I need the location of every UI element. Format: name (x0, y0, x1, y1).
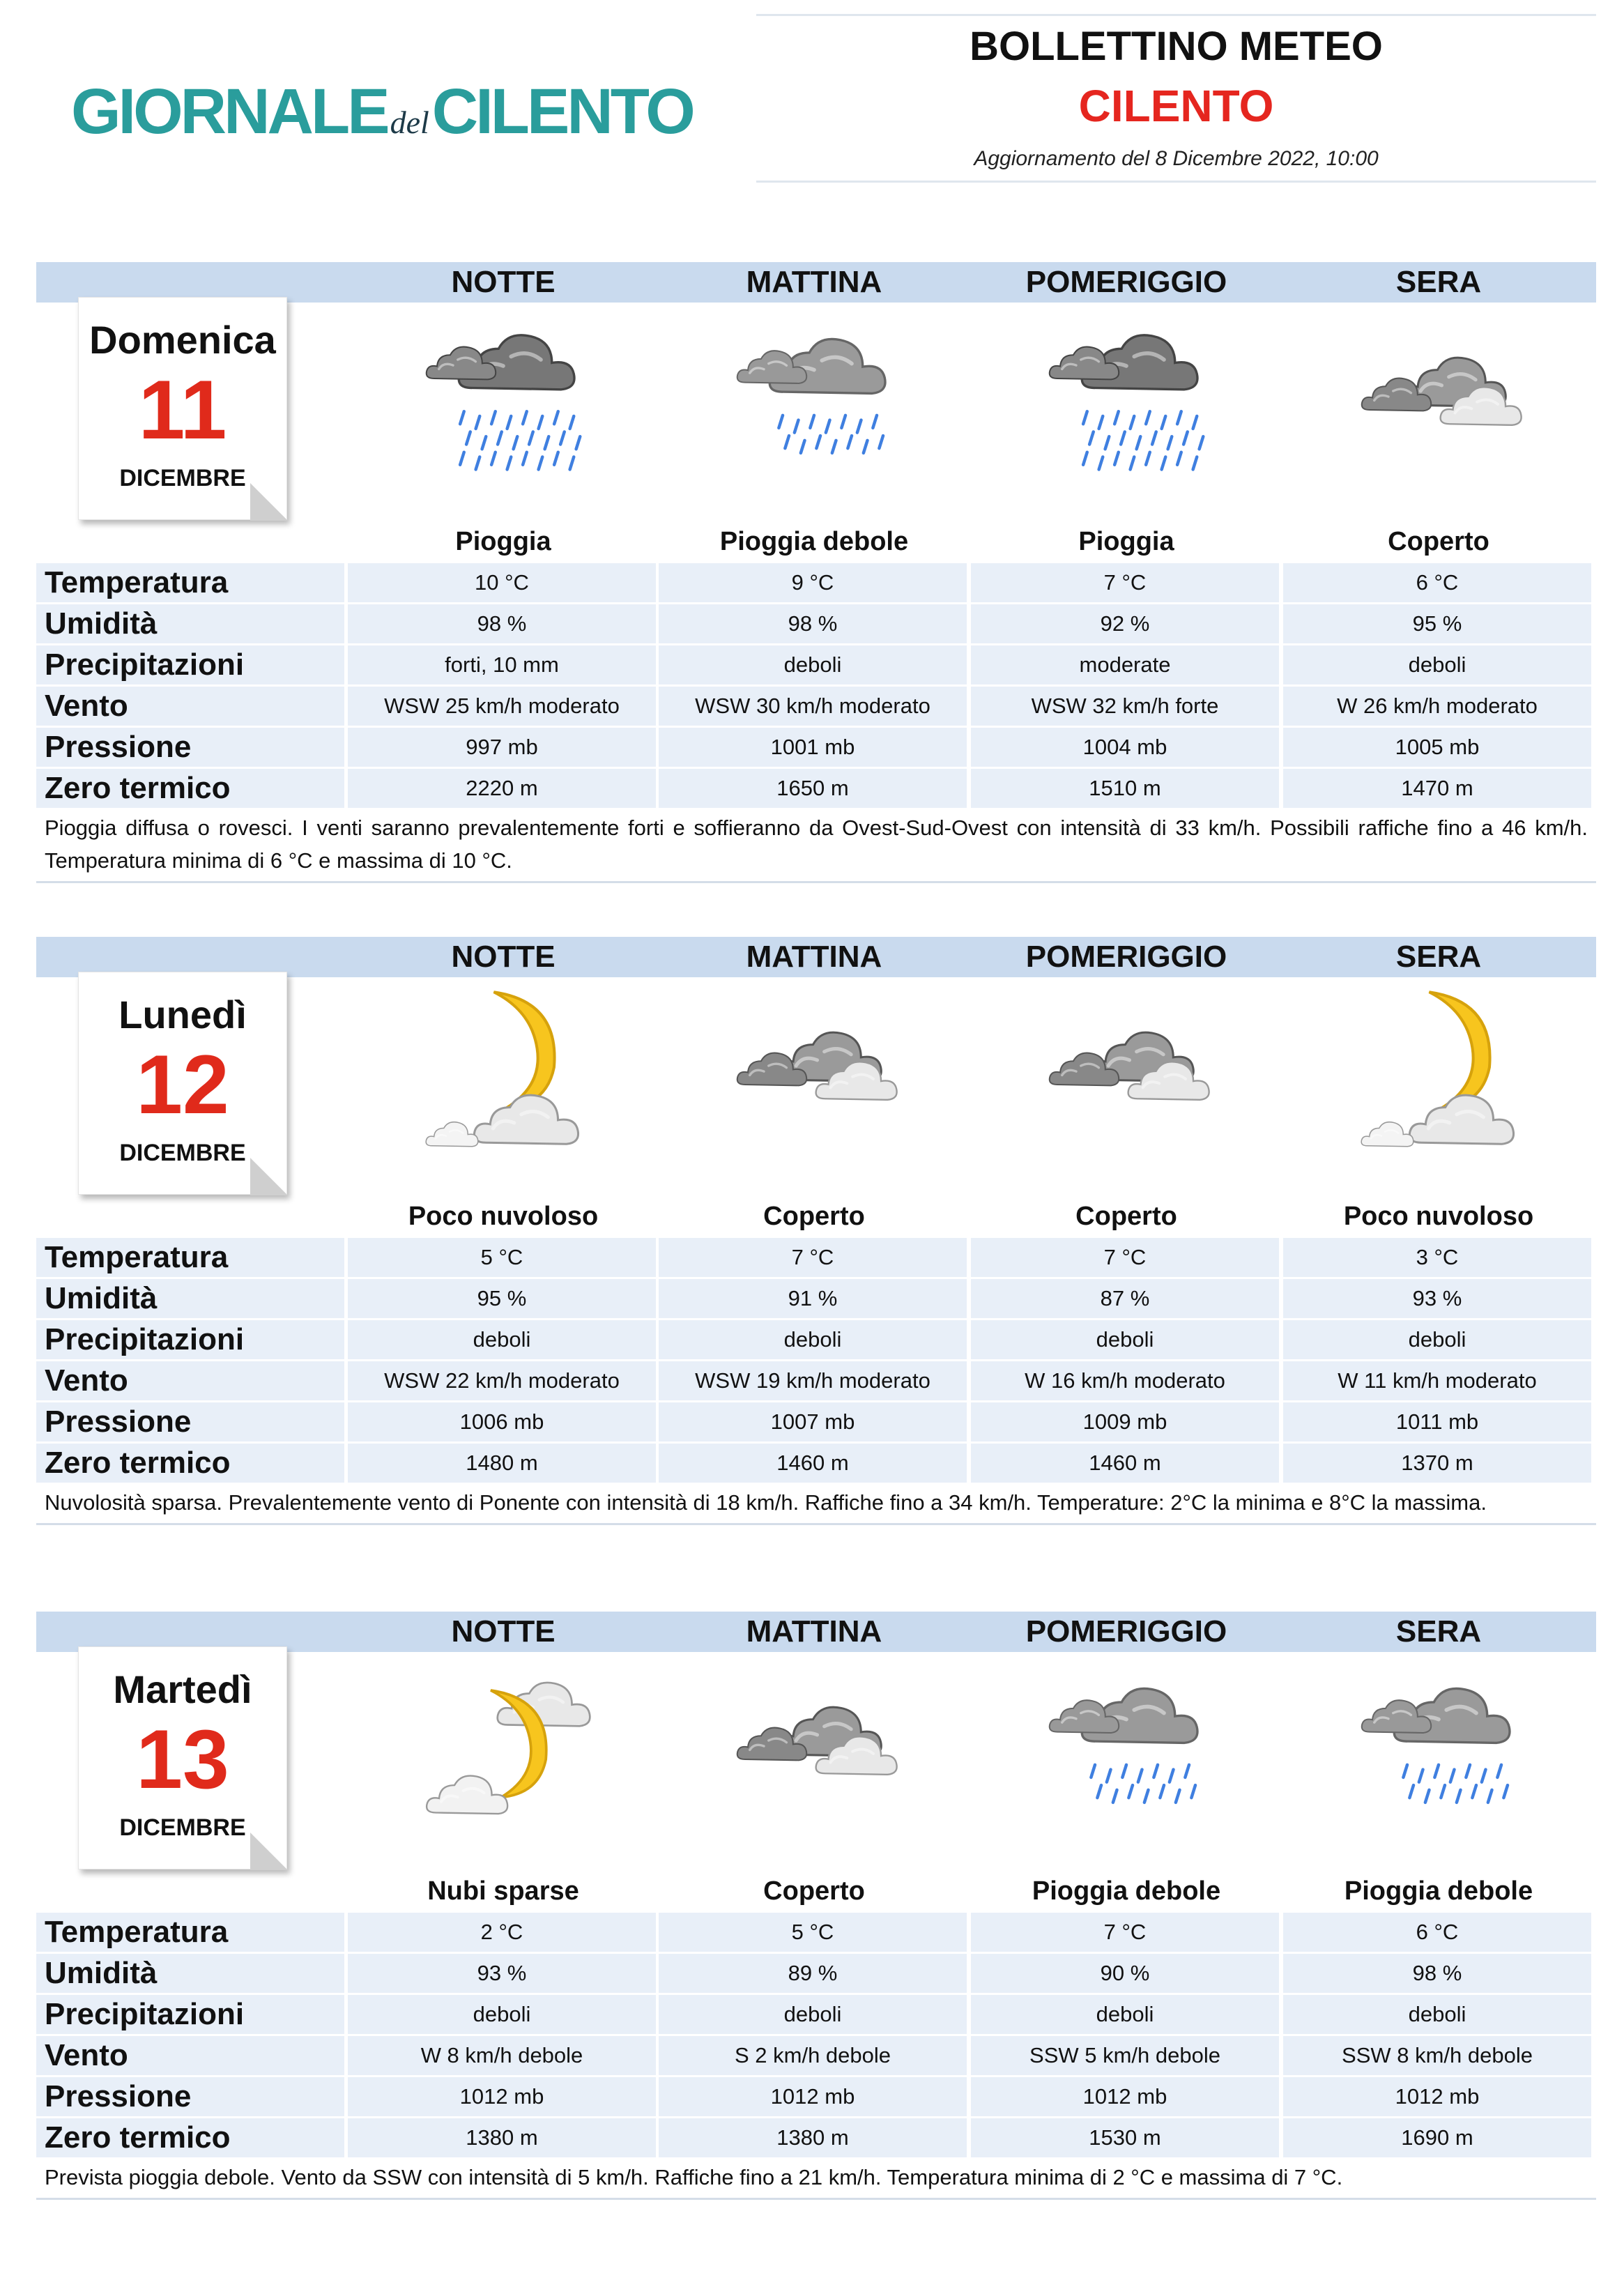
day-summary: Nuvolosità sparsa. Prevalentemente vento di Ponente con intensità di 18 km/h. Raffiche fino a 34 km/h. Temperature: 2°C la minima e 8°C la massima. (36, 1485, 1596, 1525)
condition-label: Coperto (763, 1202, 865, 1231)
data-cell: deboli (971, 1320, 1279, 1359)
row-label: Umidità (45, 1281, 158, 1315)
data-row (36, 2118, 1596, 2157)
data-cell: 1012 mb (659, 2077, 967, 2116)
data-cell: 1510 m (971, 769, 1279, 808)
day-month: DICEMBRE (119, 1140, 246, 1166)
row-label: Temperatura (45, 1240, 229, 1274)
data-cell: 7 °C (971, 563, 1279, 602)
condition-label: Pioggia debole (1344, 1876, 1533, 1906)
data-cell: 1460 m (659, 1444, 967, 1483)
data-row (36, 769, 1596, 808)
data-cell: SSW 5 km/h debole (971, 2036, 1279, 2075)
data-cell: deboli (348, 1995, 656, 2034)
data-cell: 9 °C (659, 563, 967, 602)
rain-heavy-icon (348, 303, 659, 512)
period-header: POMERIGGIO (1025, 940, 1227, 974)
row-label: Vento (45, 689, 128, 723)
row-label: Vento (45, 1363, 128, 1398)
condition-label: Pioggia (1078, 527, 1174, 556)
day-summary: Pioggia diffusa o rovesci. I venti saranno prevalentemente forti e soffieranno da Ovest-Sud-Ovest con intensità di 33 km/h. Possibili raffiche fino a 46 km/h. Temperatura minima di 6 °C e massima di 10 °C. (36, 810, 1596, 883)
data-cell: 1480 m (348, 1444, 656, 1483)
bulletin-place: CILENTO (1078, 81, 1274, 131)
data-cell: 93 % (1283, 1279, 1591, 1318)
data-cell: deboli (1283, 645, 1591, 684)
condition-label: Nubi sparse (427, 1876, 579, 1906)
rain-light-icon (720, 309, 908, 498)
data-cell: WSW 22 km/h moderato (348, 1361, 656, 1400)
period-header: NOTTE (451, 940, 556, 974)
overcast-icon (720, 984, 908, 1172)
data-cell: deboli (659, 645, 967, 684)
data-cell: WSW 19 km/h moderato (659, 1361, 967, 1400)
period-header: SERA (1395, 940, 1482, 974)
data-cell: 95 % (1283, 604, 1591, 643)
data-cell: 1006 mb (348, 1402, 656, 1441)
data-cell: deboli (659, 1320, 967, 1359)
data-row (36, 1913, 1596, 1952)
data-cell: deboli (659, 1995, 967, 2034)
row-label: Umidità (45, 1956, 158, 1990)
data-cell: 6 °C (1283, 563, 1591, 602)
data-cell: 1380 m (348, 2118, 656, 2157)
row-label: Pressione (45, 1405, 192, 1439)
data-cell: 1012 mb (348, 2077, 656, 2116)
data-row (36, 1402, 1596, 1441)
data-cell: 93 % (348, 1954, 656, 1993)
data-cell: W 26 km/h moderato (1283, 687, 1591, 726)
data-cell: 2220 m (348, 769, 656, 808)
row-label: Precipitazioni (45, 1322, 245, 1356)
condition-label: Pioggia (455, 527, 551, 556)
data-cell: 98 % (1283, 1954, 1591, 1993)
brand-logo-part1: GIORNALE (71, 76, 388, 147)
page-curl (250, 1158, 288, 1195)
data-cell: W 16 km/h moderato (971, 1361, 1279, 1400)
day-number: 12 (136, 1038, 229, 1131)
data-row (36, 2077, 1596, 2116)
brand-logo-part3: CILENTO (431, 76, 693, 147)
moon-cloud-icon (1345, 984, 1533, 1172)
data-cell: 87 % (971, 1279, 1279, 1318)
day-number: 13 (136, 1713, 229, 1806)
day-summary: Prevista pioggia debole. Vento da SSW con intensità di 5 km/h. Raffiche fino a 21 km/h. Temperatura minima di 2 °C e massima di 7 °C. (36, 2159, 1596, 2200)
moon-clouds-icon (348, 1652, 659, 1861)
page-curl (250, 1833, 288, 1870)
day-forecast (36, 262, 1596, 882)
moon-clouds-icon (409, 1659, 597, 1847)
data-cell: 10 °C (348, 563, 656, 602)
moon-cloud-icon (1283, 977, 1594, 1186)
data-cell: 1380 m (659, 2118, 967, 2157)
day-name: Domenica (89, 318, 276, 362)
data-cell: forti, 10 mm (348, 645, 656, 684)
data-cell: 1011 mb (1283, 1402, 1591, 1441)
rain-heavy-icon (1032, 309, 1220, 498)
overcast-icon (1032, 984, 1220, 1172)
date-card (78, 297, 287, 520)
data-row (36, 563, 1596, 602)
period-header: SERA (1395, 265, 1482, 299)
overcast-icon (1345, 309, 1533, 498)
data-cell: 1007 mb (659, 1402, 967, 1441)
row-label: Zero termico (45, 2120, 231, 2155)
row-label: Vento (45, 2038, 128, 2072)
overcast-icon (720, 1659, 908, 1847)
bulletin-header (756, 14, 1596, 183)
rain-light-icon (659, 303, 970, 512)
period-header: POMERIGGIO (1025, 265, 1227, 299)
condition-label: Coperto (1075, 1202, 1177, 1231)
data-cell: 1001 mb (659, 728, 967, 767)
row-label: Zero termico (45, 771, 231, 805)
period-header: MATTINA (746, 265, 882, 299)
data-cell: WSW 32 km/h forte (971, 687, 1279, 726)
data-cell: 1470 m (1283, 769, 1591, 808)
rain-light-icon (1032, 1659, 1220, 1847)
condition-label: Poco nuvoloso (1343, 1202, 1534, 1231)
data-cell: W 11 km/h moderato (1283, 1361, 1591, 1400)
bulletin-title: BOLLETTINO METEO (970, 24, 1383, 69)
condition-label: Pioggia debole (719, 527, 909, 556)
overcast-icon (659, 977, 970, 1186)
data-cell: WSW 25 km/h moderato (348, 687, 656, 726)
day-month: DICEMBRE (119, 1814, 246, 1841)
brand-logo-part2: del (390, 105, 429, 140)
row-label: Precipitazioni (45, 1997, 245, 2031)
bulletin-update: Aggiornamento del 8 Dicembre 2022, 10:00 (974, 147, 1379, 170)
data-cell: 1370 m (1283, 1444, 1591, 1483)
data-cell: deboli (1283, 1995, 1591, 2034)
data-row (36, 1995, 1596, 2034)
row-label: Temperatura (45, 1915, 229, 1949)
rain-light-icon (1283, 1652, 1594, 1861)
condition-label: Poco nuvoloso (408, 1202, 599, 1231)
day-month: DICEMBRE (119, 465, 246, 491)
data-cell: 7 °C (659, 1238, 967, 1277)
period-header: MATTINA (746, 1614, 882, 1649)
data-cell: 1005 mb (1283, 728, 1591, 767)
day-forecast (36, 1612, 1596, 2232)
data-cell: 1460 m (971, 1444, 1279, 1483)
period-header: NOTTE (451, 265, 556, 299)
period-header: POMERIGGIO (1025, 1614, 1227, 1649)
data-row (36, 1320, 1596, 1359)
data-cell: deboli (971, 1995, 1279, 2034)
data-row (36, 687, 1596, 726)
brand-logo (71, 75, 693, 147)
moon-cloud-icon (348, 977, 659, 1186)
data-cell: 1004 mb (971, 728, 1279, 767)
page-curl (250, 483, 288, 521)
data-cell: 7 °C (971, 1238, 1279, 1277)
data-row (36, 1279, 1596, 1318)
data-cell: moderate (971, 645, 1279, 684)
data-cell: 1009 mb (971, 1402, 1279, 1441)
data-cell: 90 % (971, 1954, 1279, 1993)
row-label: Umidità (45, 606, 158, 641)
data-cell: 7 °C (971, 1913, 1279, 1952)
row-label: Temperatura (45, 565, 229, 599)
overcast-icon (1283, 303, 1594, 512)
rain-heavy-icon (409, 309, 597, 498)
data-row (36, 1444, 1596, 1483)
data-row (36, 1361, 1596, 1400)
data-cell: 1650 m (659, 769, 967, 808)
overcast-icon (659, 1652, 970, 1861)
condition-label: Coperto (763, 1876, 865, 1906)
row-label: Pressione (45, 730, 192, 764)
data-cell: 1012 mb (1283, 2077, 1591, 2116)
data-row (36, 645, 1596, 684)
period-header: MATTINA (746, 940, 882, 974)
data-cell: 89 % (659, 1954, 967, 1993)
data-cell: 1012 mb (971, 2077, 1279, 2116)
data-cell: deboli (348, 1320, 656, 1359)
data-cell: SSW 8 km/h debole (1283, 2036, 1591, 2075)
date-card (78, 1646, 287, 1869)
data-cell: 1530 m (971, 2118, 1279, 2157)
day-name: Lunedì (118, 993, 247, 1037)
data-row (36, 1238, 1596, 1277)
condition-label: Pioggia debole (1032, 1876, 1221, 1906)
data-cell: deboli (1283, 1320, 1591, 1359)
data-cell: 92 % (971, 604, 1279, 643)
rain-light-icon (971, 1652, 1282, 1861)
data-cell: 6 °C (1283, 1913, 1591, 1952)
condition-label: Coperto (1388, 527, 1489, 556)
data-cell: 1690 m (1283, 2118, 1591, 2157)
data-row (36, 728, 1596, 767)
data-cell: W 8 km/h debole (348, 2036, 656, 2075)
data-cell: 5 °C (348, 1238, 656, 1277)
data-row (36, 2036, 1596, 2075)
data-row (36, 1954, 1596, 1993)
moon-cloud-icon (409, 984, 597, 1172)
data-cell: 5 °C (659, 1913, 967, 1952)
period-header: SERA (1395, 1614, 1482, 1649)
rain-light-icon (1345, 1659, 1533, 1847)
data-cell: 98 % (348, 604, 656, 643)
rain-heavy-icon (971, 303, 1282, 512)
data-cell: 95 % (348, 1279, 656, 1318)
overcast-icon (971, 977, 1282, 1186)
row-label: Precipitazioni (45, 648, 245, 682)
row-label: Pressione (45, 2079, 192, 2113)
date-card (78, 972, 287, 1195)
data-cell: 3 °C (1283, 1238, 1591, 1277)
data-cell: WSW 30 km/h moderato (659, 687, 967, 726)
day-forecast (36, 937, 1596, 1557)
data-cell: 98 % (659, 604, 967, 643)
period-header: NOTTE (451, 1614, 556, 1649)
data-cell: 997 mb (348, 728, 656, 767)
data-row (36, 604, 1596, 643)
data-cell: S 2 km/h debole (659, 2036, 967, 2075)
data-cell: 2 °C (348, 1913, 656, 1952)
day-number: 11 (138, 363, 227, 457)
data-cell: 91 % (659, 1279, 967, 1318)
row-label: Zero termico (45, 1446, 231, 1480)
day-name: Martedì (113, 1667, 252, 1711)
